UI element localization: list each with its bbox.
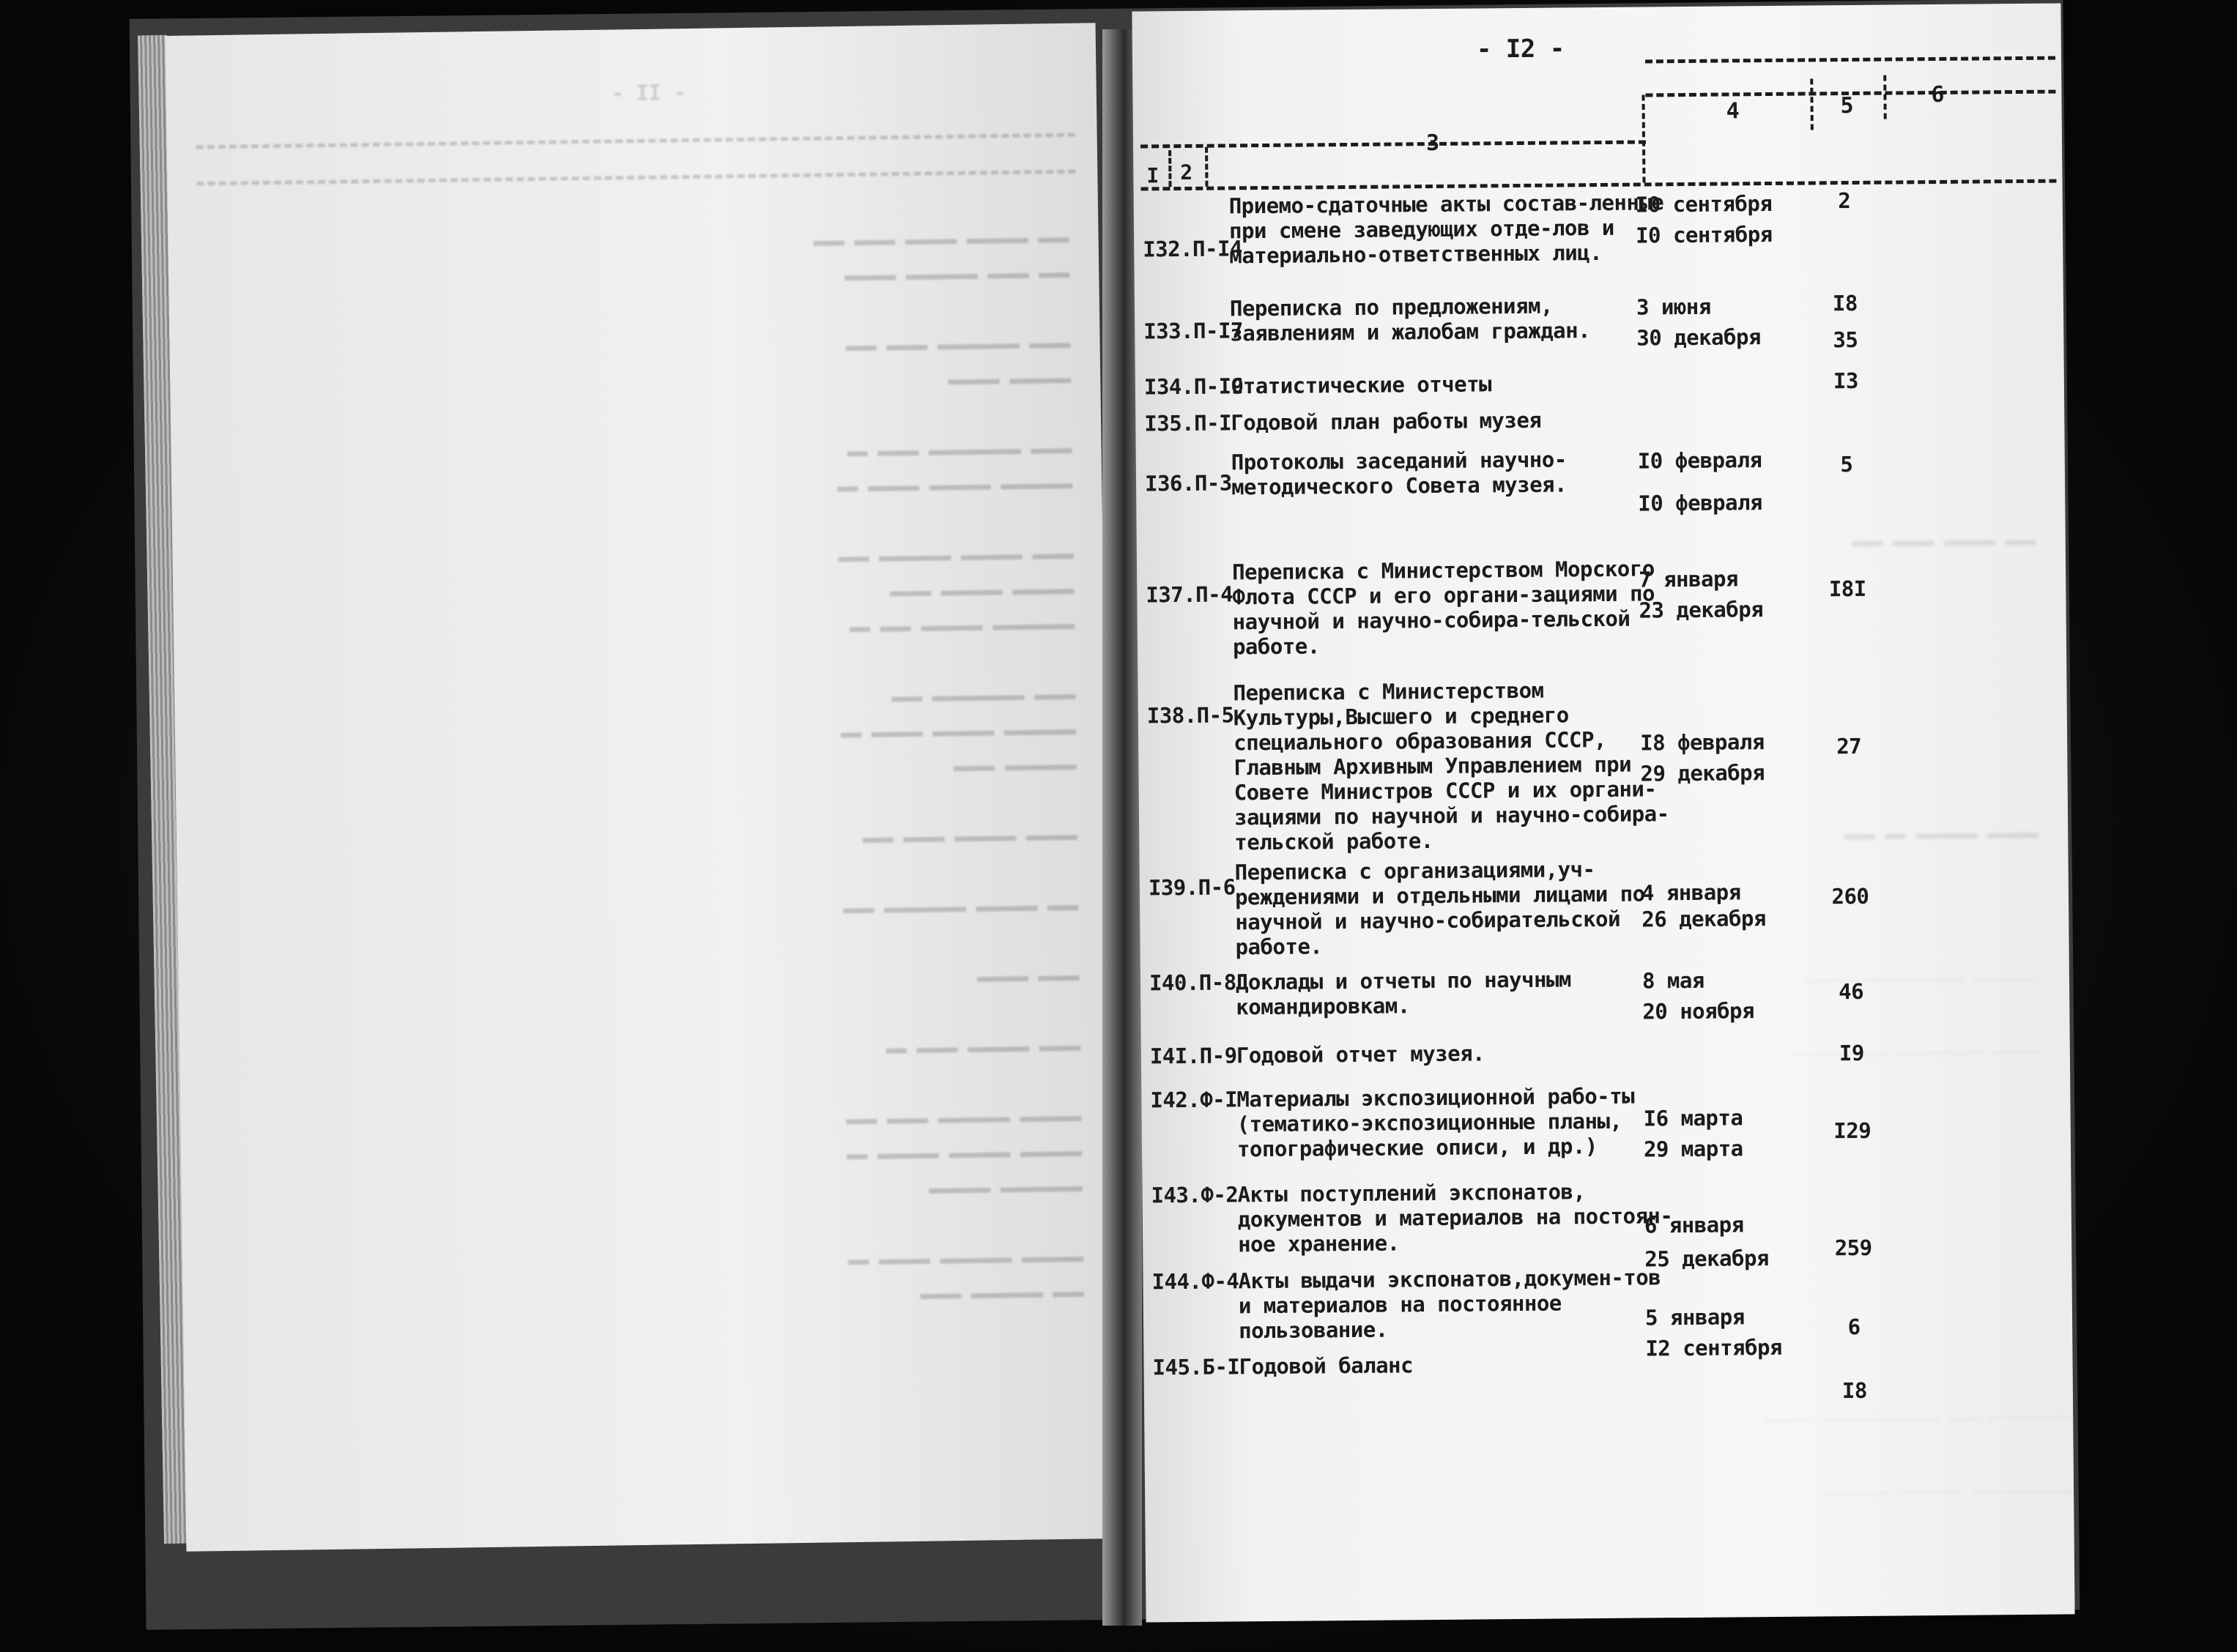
page-number: - I2 - [1476,34,1565,64]
row-description: Переписка по предложениям, заявлениям и жалобам граждан. [1229,293,1591,346]
row-code: I32.П-I4 [1143,236,1243,262]
row-date-start: 4 января [1641,879,1741,906]
row-description: Материалы экспозиционной рабо-ты (тематико-экспозиционные планы, топографические описи, и др.) [1236,1083,1635,1162]
row-quantity: 5 [1840,452,1853,477]
row-date-start: 6 января [1644,1212,1744,1238]
row-code: I45.Б-I [1152,1354,1240,1380]
row-description: Переписка с Министерством Морского Флота СССР и его органи-зациями по научной и научно-собира-тельской работе. [1231,556,1655,660]
table-row [1137,554,1943,660]
row-date-start: 3 июня [1636,294,1711,320]
bleed-line: ▬▬▬▬▬ ▬▬▬▬▬▬ ▬▬ ▬▬▬ [1844,823,2039,847]
row-quantity: I3 [1833,368,1858,394]
row-date-end: I0 сентября [1635,221,1773,248]
bleed-line: ▬▬▬ ▬▬▬▬▬ ▬▬▬▬ ▬▬▬ [1852,530,2036,554]
row-description: Приемо-сдаточные акты состав-ленные при смене заведующих отде-лов и материально-ответственных лиц. [1228,190,1664,269]
column-header-6: 6 [1931,81,1945,108]
row-description: Годовой баланс [1239,1353,1414,1380]
ghost-rule [196,170,1075,186]
row-description: Акты выдачи экспонатов,докумен-тов и материалов на постоянное пользование. [1238,1265,1661,1344]
row-code: I40.П-8 [1149,970,1236,996]
row-quantity: I29 [1833,1117,1871,1144]
left-page [166,23,1117,1552]
row-description: Протоколы заседаний научно-методического Совета музея. [1231,447,1568,500]
ghost-page-number: - II - [611,80,686,106]
row-quantity: I8 [1832,290,1858,316]
column-header-4: 4 [1726,98,1740,124]
table-row [1140,854,1945,960]
column-divider [1168,150,1171,187]
column-header-1: I [1146,163,1159,188]
column-divider [1810,78,1814,130]
table-row [1143,1262,1948,1361]
row-code: I43.Ф-2 [1151,1182,1239,1208]
row-code: I37.П-4 [1146,581,1233,608]
inventory-table [1134,186,2074,1439]
row-code: I44.Ф-4 [1151,1268,1239,1295]
bleed-handwriting [1823,1467,2074,1495]
row-description: Переписка с организациями,уч-реждениями и отдельными лицами по научной и научно-собирательской работе. [1234,857,1645,960]
row-quantity: I9 [1839,1040,1864,1066]
row-description: Переписка с Министерством Культуры,Высшего и среднего специального образования СССР, Главным Архивным Управлением при Совете Министров СССР и их органи-зациями по научной и научно-собира-тельской работе. [1233,677,1669,855]
table-row [1141,1037,1947,1069]
table-row [1136,444,1942,516]
row-date-end: 29 марта [1643,1136,1743,1162]
row-date-start: I0 сентября [1635,190,1773,217]
row-quantity: 27 [1836,733,1862,759]
row-date-start: 5 января [1644,1304,1745,1331]
table-row [1141,1081,1947,1162]
row-description: Доклады и отчеты по научным командировкам. [1235,967,1572,1020]
table-row [1135,368,1941,400]
row-code: I39.П-6 [1148,874,1236,901]
row-quantity: I8 [1841,1377,1867,1404]
row-quantity: 35 [1833,327,1858,353]
ghost-lines: ▬▬▬ ▬▬▬▬▬▬ ▬▬▬▬▬ ▬▬▬▬ ▬▬▬ ▬▬▬ ▬▬▬▬ ▬▬▬▬▬▬▬ ▬▬▬▬▬ ▬▬▬▬ ▬▬▬▬▬▬▬▬ ▬▬▬▬ ▬▬▬ ▬▬▬▬▬▬ ▬▬▬▬▬ ▬▬▬▬ ▬▬▬▬▬▬▬▬▬ ▬▬▬▬ ▬▬ ▬▬▬▬▬▬▬ ▬▬▬▬▬▬ ▬▬▬▬▬ ▬▬ ▬▬▬▬ ▬▬▬▬▬▬ ▬▬▬▬▬▬▬ ▬▬▬ ▬▬▬▬▬▬ ▬▬▬▬▬▬ ▬▬▬▬ ▬▬▬▬▬▬▬▬ ▬▬▬▬▬▬ ▬▬▬ ▬▬ ▬▬▬▬ ▬▬▬▬▬▬▬▬▬ ▬▬▬ ▬▬▬▬▬▬▬ ▬▬▬▬▬▬ ▬▬▬▬▬ ▬▬ ▬▬▬▬▬▬▬ ▬▬▬▬ ▬▬▬▬▬ ▬▬▬▬▬▬ ▬▬▬▬ ▬▬▬ ▬▬▬ ▬▬▬▬▬▬ ▬▬▬▬▬▬▬▬ ▬▬▬ ▬▬▬▬ ▬▬▬▬▬ ▬▬▬▬ ▬▬▬▬▬▬ ▬▬▬▬ ▬▬ ▬▬▬▬▬▬ ▬▬▬▬▬▬▬ ▬▬▬▬ ▬▬▬ ▬▬▬▬▬▬ ▬▬▬▬▬▬ ▬▬▬▬▬▬ ▬▬ ▬▬▬▬▬▬▬▬ ▬▬▬▬▬▬ ▬▬▬▬▬▬ ▬▬▬▬▬▬▬ ▬▬▬▬▬ ▬▬ ▬▬▬ ▬▬▬▬▬▬▬ ▬▬▬▬ [813,228,1084,1306]
row-code: I33.П-I7 [1143,318,1244,344]
row-code: I34.П-I9 [1143,373,1244,400]
row-date-end: 20 ноября [1642,998,1755,1024]
row-date-end: 25 декабря [1644,1246,1770,1272]
row-date-start: I0 февраля [1637,447,1762,474]
header-rule-mid-left [1140,140,1646,148]
row-code: I38.П-5 [1146,702,1234,729]
row-date-end: I2 сентября [1645,1334,1783,1361]
row-quantity: 6 [1847,1314,1861,1340]
table-row [1135,404,1941,436]
row-date-start: I6 марта [1643,1105,1743,1131]
row-code: I4I.П-9 [1149,1043,1237,1069]
row-code: I42.Ф-I [1150,1087,1238,1113]
row-date-start: 7 января [1639,566,1739,592]
row-quantity: 259 [1834,1235,1872,1261]
row-date-start: 8 мая [1641,967,1704,994]
column-header-3: 3 [1425,130,1439,157]
table-row [1140,964,1946,1024]
ghost-rule [196,133,1075,149]
column-divider [1205,147,1208,187]
row-description: Статистические отчеты [1230,371,1492,399]
row-quantity: I8I [1828,576,1866,602]
table-row [1138,674,1943,855]
row-description: Годовой план работы музея [1231,407,1542,436]
row-description: Акты поступлений экспонатов, документов и материалов на постоян-ное хранение. [1237,1179,1673,1257]
table-row [1143,1348,1949,1404]
column-divider [1641,94,1645,182]
row-code: I36.П-3 [1144,470,1232,496]
row-date-end: 30 декабря [1636,324,1762,351]
show-through-text [166,23,1117,1552]
row-date-end: 23 декабря [1639,597,1764,623]
row-date-end: I0 февраля [1638,490,1763,516]
column-divider [1883,75,1887,119]
row-quantity: 260 [1831,883,1869,909]
row-date-end: 29 декабря [1640,760,1765,786]
table-row [1142,1176,1948,1272]
row-code: I35.П-I [1144,410,1232,436]
column-header-2: 2 [1180,160,1192,185]
row-description: Годовой отчет музея. [1236,1041,1485,1068]
row-quantity: 46 [1839,978,1864,1005]
column-header-5: 5 [1840,92,1854,119]
right-page [1132,4,2074,1623]
row-date-start: I8 февраля [1640,729,1765,756]
row-quantity: 2 [1838,188,1851,214]
row-date-end: 26 декабря [1641,906,1767,932]
